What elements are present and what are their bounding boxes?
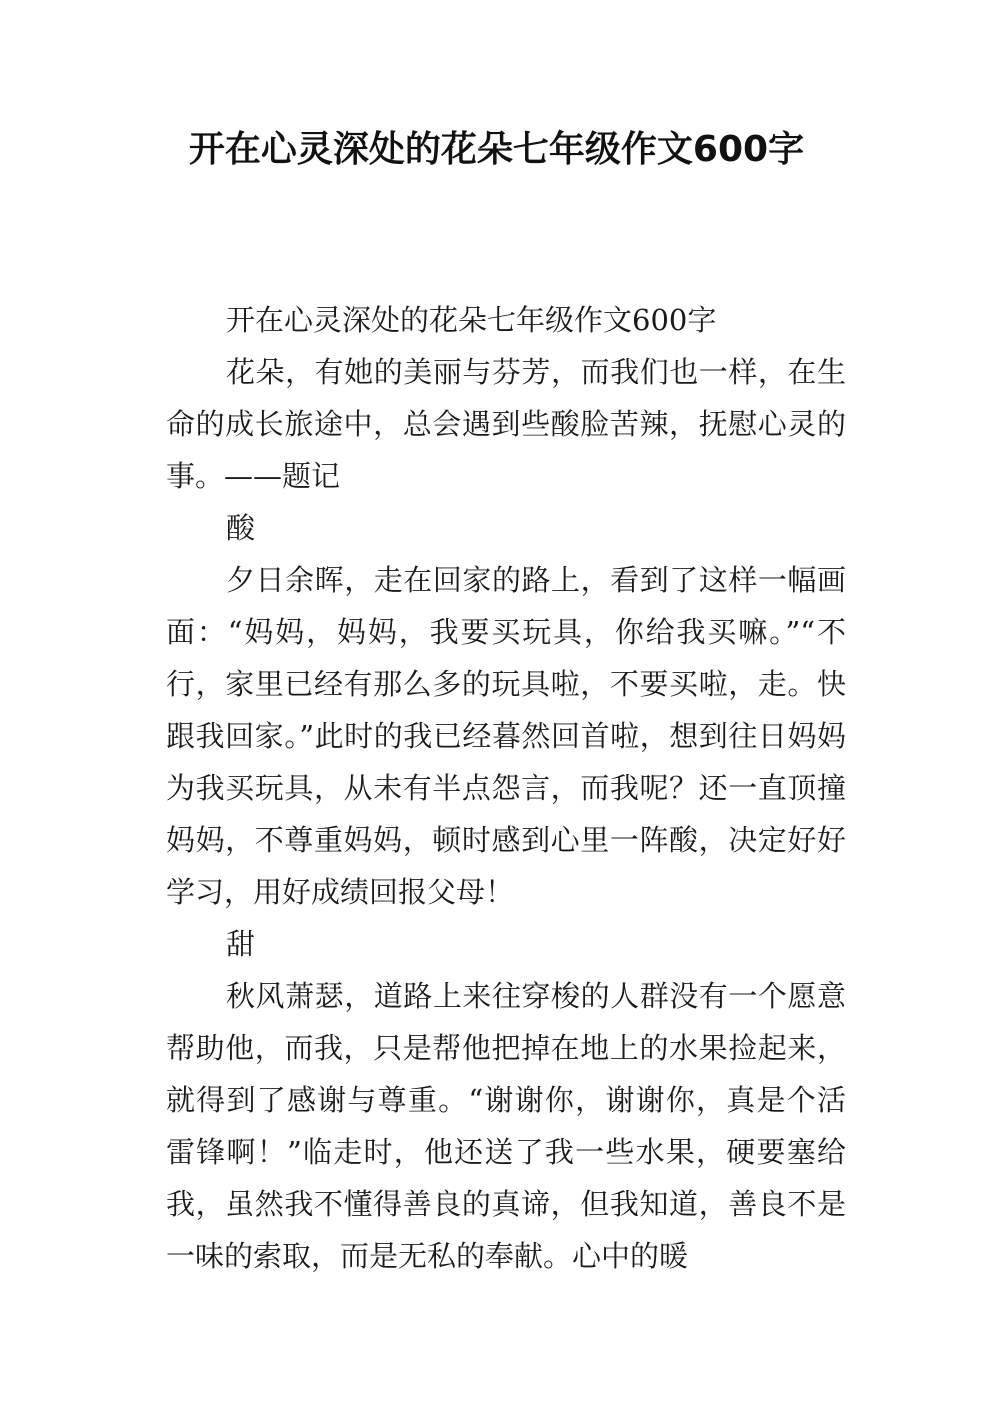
paragraph-sour: 夕日余晖，走在回家的路上，看到了这样一幅画面：“妈妈，妈妈，我要买玩具，你给我买嘛。”“不行，家里已经有那么多的玩具啦，不要买啦，走。快跟我回家。”此时的我已经暮然回首啦，想到往日妈妈为我买玩具，从未有半点怨言，而我呢？还一直顶撞妈妈，不尊重妈妈，顿时感到心里一阵酸，决定好好学习，用好成绩回报父母！: [166, 563, 846, 909]
document-body: [166, 294, 846, 1282]
paragraph-epigraph: 花朵，有她的美丽与芬芳，而我们也一样，在生命的成长旅途中，总会遇到些酸脸苦辣，抚慰心灵的事。——题记: [166, 355, 846, 493]
paragraph-subtitle: 开在心灵深处的花朵七年级作文600字: [226, 303, 717, 337]
section-heading-sour: 酸: [226, 511, 256, 545]
paragraph-sweet: 秋风萧瑟，道路上来往穿梭的人群没有一个愿意帮助他，而我，只是帮他把掉在地上的水果捡起来，就得到了感谢与尊重。“谢谢你，谢谢你，真是个活雷锋啊！”临走时，他还送了我一些水果，硬要塞给我，虽然我不懂得善良的真谛，但我知道，善良不是一味的索取，而是无私的奉献。心中的暖: [166, 979, 846, 1273]
document-title: 开在心灵深处的花朵七年级作文600字: [188, 129, 805, 170]
section-heading-sweet: 甜: [226, 927, 256, 961]
